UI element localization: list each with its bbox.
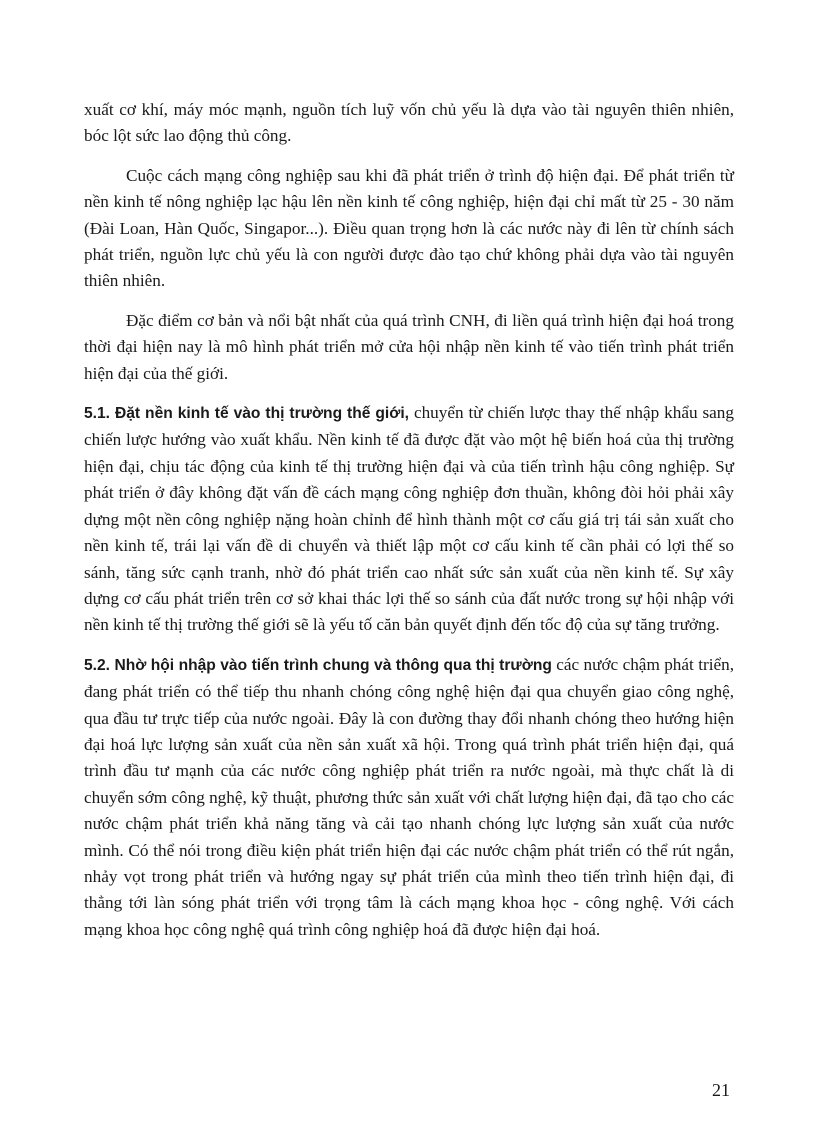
paragraph-continuation bbox=[84, 97, 734, 150]
paragraph-characteristics bbox=[84, 308, 734, 387]
paragraph-text: các nước chậm phát triển, đang phát triển có thể tiếp thu nhanh chóng công nghệ hiện đại qua chuyển giao công nghệ, qua đầu tư trực tiếp của nước ngoài. Đây là con đường thay đổi nhanh chóng theo hướng hiện đại hoá lực lượng sản xuất của nền sản xuất xã hội. Trong quá trình phát triển hiện đại, quá trình đầu tư mạnh của các nước công nghiệp phát triển ra nước ngoài, mà thực chất là di chuyển sớm công nghệ, kỹ thuật, phương thức sản xuất với chất lượng hiện đại, đã tạo cho các nước chậm phát triển khả năng tăng và cải tạo nhanh chóng lực lượng sản xuất của nước mình. Có thể nói trong điều kiện phát triển hiện đại các nước chậm phát triển có thể rút ngắn, nhảy vọt trong phát triển và hướng ngay sự phát triển của mình theo tiến trình hiện đại, đi thẳng tới làn sóng phát triển với trọng tâm là cách mạng khoa học - công nghệ. Với cách mạng khoa học công nghệ quá trình công nghiệp hoá đã được hiện đại hoá. bbox=[84, 654, 734, 939]
section-5-2 bbox=[84, 652, 734, 943]
paragraph-text: Cuộc cách mạng công nghiệp sau khi đã phát triển ở trình độ hiện đại. Để phát triển từ nền kinh tế nông nghiệp lạc hậu lên nền kinh tế công nghiệp, hiện đại chỉ mất từ 25 - 30 năm (Đài Loan, Hàn Quốc, Singapor...). Điều quan trọng hơn là các nước này đi lên từ chính sách phát triển, nguồn lực chủ yếu là con người được đào tạo chứ không phải dựa vào tài nguyên thiên nhiên. bbox=[84, 165, 734, 291]
section-heading: 5.1. Đặt nền kinh tế vào thị trường thế giới, bbox=[84, 405, 410, 423]
body-text bbox=[84, 97, 734, 956]
section-5-1 bbox=[84, 400, 734, 639]
paragraph-text: Đặc điểm cơ bản và nổi bật nhất của quá trình CNH, đi liền quá trình hiện đại hoá trong thời đại hiện nay là mô hình phát triển mở cửa hội nhập nền kinh tế vào tiến trình phát triển hiện đại của thế giới. bbox=[84, 310, 734, 383]
paragraph-industrial-revolution bbox=[84, 163, 734, 295]
paragraph-text: chuyển từ chiến lược thay thế nhập khẩu sang chiến lược hướng vào xuất khẩu. Nền kinh tế đã được đặt vào một hệ biến hoá của thị trường hiện đại, chịu tác động của kinh tế thị trường hiện đại và của tiến trình hậu công nghiệp. Sự phát triển ở đây không đặt vấn đề cách mạng công nghiệp đơn thuần, không đòi hỏi phải xây dựng một nền công nghiệp nặng hoàn chỉnh để hình thành một cơ cấu giá trị tái sản xuất cho nền kinh tế, trái lại vấn đề di chuyển và thiết lập một cơ cấu kinh tế cần phải có lợi thế so sánh, tăng sức cạnh tranh, nhờ đó phát triển cao nhất sức sản xuất của nền kinh tế. Sự xây dựng cơ cấu phát triển trên cơ sở khai thác lợi thế so sánh của đất nước trong sự hội nhập với nền kinh tế thị trường thế giới sẽ là yếu tố căn bản quyết định đến tốc độ của sự tăng trưởng. bbox=[84, 403, 734, 635]
page-number: 21 bbox=[712, 1080, 730, 1100]
paragraph-text: xuất cơ khí, máy móc mạnh, nguồn tích luỹ vốn chủ yếu là dựa vào tài nguyên thiên nhiên, bóc lột sức lao động thủ công. bbox=[84, 100, 734, 146]
section-heading: 5.2. Nhờ hội nhập vào tiến trình chung và thông qua thị trường bbox=[84, 656, 552, 674]
